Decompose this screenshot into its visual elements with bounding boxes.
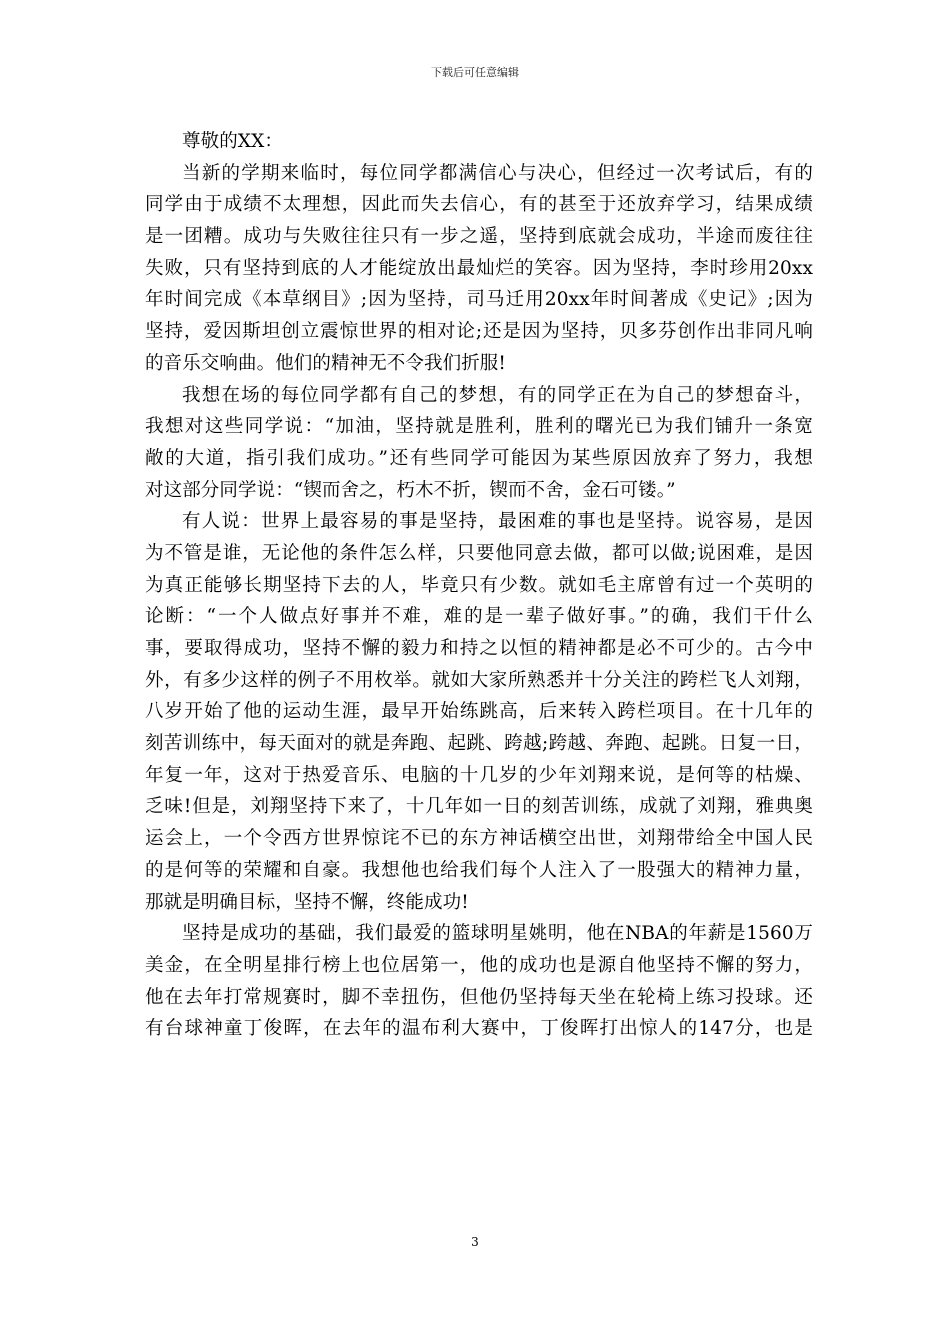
text-line: 年时间完成《本草纲目》;因为坚持，司马迁用20xx年时间著成《史记》;因为 [145,289,813,311]
document-body [145,126,813,1045]
text-line: 尊敬的XX： [182,131,283,152]
text-line: 乏味!但是，刘翔坚持下来了，十几年如一日的刻苦训练，成就了刘翔，雅典奥 [145,796,813,818]
text-line: 失败，只有坚持到底的人才能绽放出最灿烂的笑容。因为坚持，李时珍用20xx [145,257,813,279]
text-line: 坚持，爱因斯坦创立震惊世界的相对论;还是因为坚持，贝多芬创作出非同凡响 [145,321,813,343]
text-line: 坚持是成功的基础，我们最爱的篮球明星姚明，他在NBA的年薪是1560万 [182,923,813,945]
text-line: 事，要取得成功，坚持不懈的毅力和持之以恒的精神都是必不可少的。古今中 [145,638,813,659]
text-line: 当新的学期来临时，每位同学都满信心与决心，但经过一次考试后，有的 [182,162,813,184]
text-line: 敞的大道，指引我们成功。”还有些同学可能因为某些原因放弃了努力，我想 [145,447,813,469]
text-line: 的是何等的荣耀和自豪。我想他也给我们每个人注入了一股强大的精神力量， [145,859,813,881]
text-line: 美金，在全明星排行榜上也位居第一，他的成功也是源自他坚持不懈的努力， [145,954,813,976]
text-line: 为真正能够长期坚持下去的人，毕竟只有少数。就如毛主席曾有过一个英明的 [145,574,813,596]
text-line: 年复一年，这对于热爱音乐、电脑的十几岁的少年刘翔来说，是何等的枯燥、 [145,764,813,786]
page-number: 3 [471,1235,479,1249]
page-header: 下载后可任意编辑 [431,66,519,79]
text-line: 刻苦训练中，每天面对的就是奔跑、起跳、跨越;跨越、奔跑、起跳。日复一日， [145,733,813,755]
text-line: 论断：“一个人做点好事并不难，难的是一辈子做好事。”的确，我们干什么 [145,606,813,628]
text-line: 外，有多少这样的例子不用枚举。就如大家所熟悉并十分关注的跨栏飞人刘翔， [145,669,813,691]
text-line: 是一团糟。成功与失败往往只有一步之遥，坚持到底就会成功，半途而废往往 [145,226,813,248]
text-line: 他在去年打常规赛时，脚不幸扭伤，但他仍坚持每天坐在轮椅上练习投球。还 [145,986,813,1008]
text-line: 有台球神童丁俊晖，在去年的温布利大赛中，丁俊晖打出惊人的147分，也是 [145,1018,813,1040]
text-line: 同学由于成绩不太理想，因此而失去信心，有的甚至于还放弃学习，结果成绩 [145,194,813,216]
text-line: 那就是明确目标，坚持不懈，终能成功! [145,891,469,913]
text-line: 的音乐交响曲。他们的精神无不令我们折服! [145,352,506,374]
text-line: 为不管是谁，无论他的条件怎么样，只要他同意去做，都可以做;说困难，是因 [145,542,813,564]
text-line: 八岁开始了他的运动生涯，最早开始练跳高，后来转入跨栏项目。在十几年的 [145,701,813,723]
text-line: 我想在场的每位同学都有自己的梦想，有的同学正在为自己的梦想奋斗， [182,384,813,406]
text-line: 运会上，一个令西方世界惊诧不已的东方神话横空出世，刘翔带给全中国人民 [145,828,813,850]
text-line: 我想对这些同学说：“加油，坚持就是胜利，胜利的曙光已为我们铺升一条宽 [145,416,813,438]
text-line: 对这部分同学说：“锲而舍之，朽木不折，锲而不舍，金石可镂。” [145,479,676,501]
text-line: 有人说：世界上最容易的事是坚持，最困难的事也是坚持。说容易，是因 [182,511,813,533]
